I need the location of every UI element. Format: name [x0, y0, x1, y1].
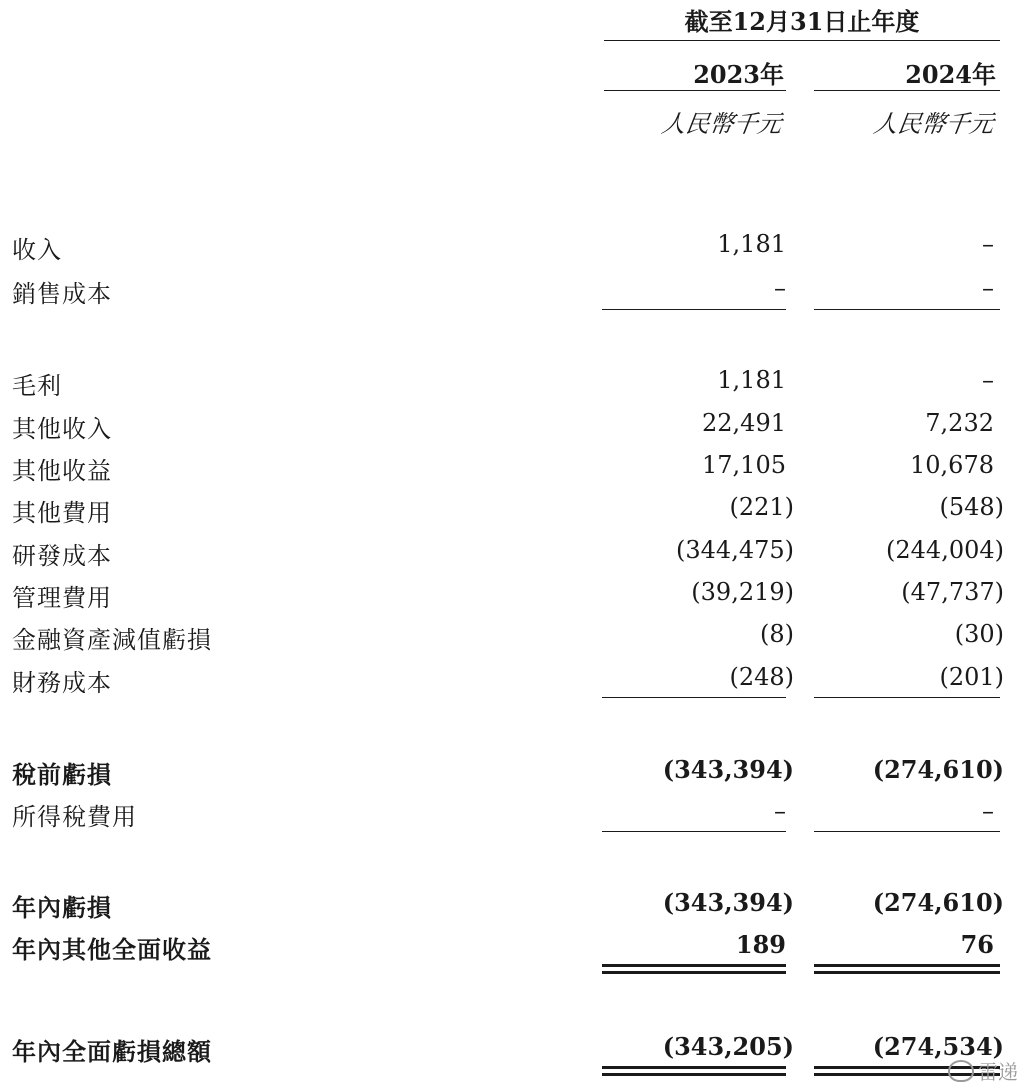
row-value-2023-rd-costs: (344,475) — [676, 536, 794, 564]
subtotal-rule-2023 — [602, 309, 786, 310]
header-rule — [604, 40, 1000, 41]
row-value-2024-impairment-losses: (30) — [954, 620, 1004, 648]
row-value-2023-loss-before-tax: (343,394) — [662, 755, 794, 784]
row-label-income-tax: 所得稅費用 — [12, 803, 137, 831]
row-label-other-income: 其他收入 — [12, 415, 112, 443]
row-value-2024-total-comprehensive-loss: (274,534) — [872, 1032, 1004, 1061]
subtotal-rule-2023 — [602, 831, 786, 832]
subtotal-rule-2024 — [814, 697, 1000, 698]
double-rule-bottom-2024 — [814, 971, 1000, 974]
year-rule-2024 — [814, 90, 1000, 91]
row-value-2024-other-income: 7,232 — [925, 409, 994, 437]
row-value-2023-revenue: 1,181 — [717, 230, 786, 258]
subtotal-rule-2024 — [814, 309, 1000, 310]
row-value-2023-other-income: 22,491 — [702, 409, 786, 437]
row-value-2023-total-comprehensive-loss: (343,205) — [662, 1032, 794, 1061]
row-value-2024-loss-before-tax: (274,610) — [872, 755, 1004, 784]
column-unit-2023: 人民幣千元 — [659, 110, 784, 138]
row-value-2023-other-gains: 17,105 — [702, 451, 786, 479]
row-value-2023-other-comprehensive-income: 189 — [735, 930, 786, 959]
row-value-2024-loss-for-year: (274,610) — [872, 888, 1004, 917]
row-value-2024-admin-expenses: (47,737) — [901, 578, 1004, 606]
row-label-gross-profit: 毛利 — [12, 372, 62, 400]
row-value-2023-finance-costs: (248) — [729, 663, 794, 691]
row-label-impairment-losses: 金融資產減值虧損 — [12, 626, 212, 654]
subtotal-rule-2024 — [814, 831, 1000, 832]
row-value-2024-gross-profit: – — [982, 366, 994, 394]
row-value-2024-finance-costs: (201) — [939, 663, 1004, 691]
row-label-other-expenses: 其他費用 — [12, 499, 112, 527]
row-value-2024-other-comprehensive-income: 76 — [960, 930, 994, 959]
row-label-revenue: 收入 — [12, 236, 62, 264]
row-value-2024-revenue: – — [982, 230, 994, 258]
row-label-finance-costs: 財務成本 — [12, 669, 112, 697]
row-value-2023-gross-profit: 1,181 — [717, 366, 786, 394]
row-label-loss-before-tax: 稅前虧損 — [12, 760, 112, 789]
column-year-2023: 2023年 — [693, 60, 784, 89]
double-rule-bottom-2023 — [602, 971, 786, 974]
double-rule-top-2023 — [602, 1066, 786, 1069]
column-year-2024: 2024年 — [905, 60, 996, 89]
subtotal-rule-2023 — [602, 697, 786, 698]
row-value-2024-income-tax: – — [982, 797, 994, 825]
year-rule-2023 — [604, 90, 786, 91]
row-value-2023-loss-for-year: (343,394) — [662, 888, 794, 917]
row-value-2024-other-expenses: (548) — [939, 493, 1004, 521]
row-label-cost-of-sales: 銷售成本 — [12, 280, 112, 308]
double-rule-bottom-2023 — [602, 1073, 786, 1076]
row-label-admin-expenses: 管理費用 — [12, 584, 112, 612]
watermark-text: 雷递 — [978, 1060, 1018, 1084]
row-label-other-gains: 其他收益 — [12, 457, 112, 485]
period-heading: 截至12月31日止年度 — [684, 7, 920, 36]
column-unit-2024: 人民幣千元 — [871, 110, 996, 138]
row-value-2023-impairment-losses: (8) — [760, 620, 794, 648]
double-rule-top-2023 — [602, 964, 786, 967]
row-label-loss-for-year: 年內虧損 — [12, 893, 112, 922]
watermark — [948, 1056, 1018, 1085]
row-label-other-comprehensive-income: 年內其他全面收益 — [12, 935, 212, 964]
row-value-2024-cost-of-sales: – — [982, 274, 994, 302]
row-value-2023-admin-expenses: (39,219) — [691, 578, 794, 606]
double-rule-top-2024 — [814, 964, 1000, 967]
row-value-2023-other-expenses: (221) — [729, 493, 794, 521]
row-value-2023-cost-of-sales: – — [774, 274, 786, 302]
row-label-total-comprehensive-loss: 年內全面虧損總額 — [12, 1037, 212, 1066]
weibo-icon — [948, 1060, 974, 1082]
row-value-2023-income-tax: – — [774, 797, 786, 825]
row-label-rd-costs: 研發成本 — [12, 542, 112, 570]
row-value-2024-rd-costs: (244,004) — [886, 536, 1004, 564]
row-value-2024-other-gains: 10,678 — [910, 451, 994, 479]
